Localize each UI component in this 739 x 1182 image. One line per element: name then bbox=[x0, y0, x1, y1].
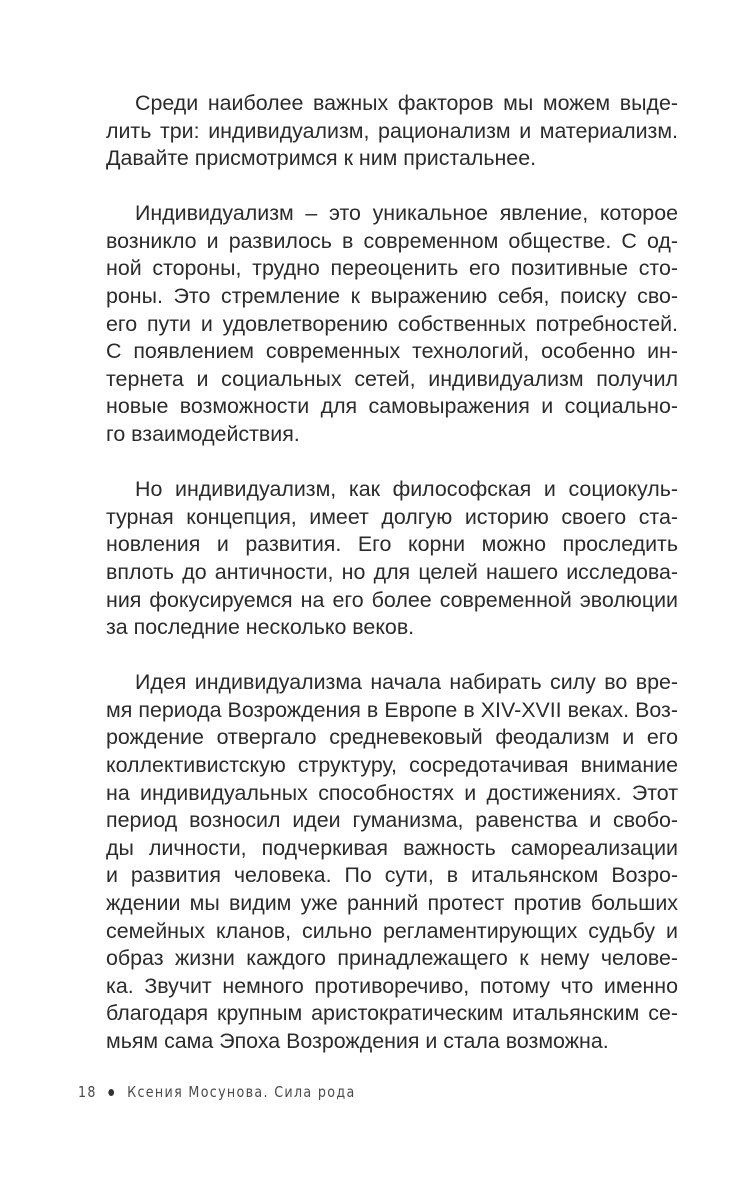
text-line: и развития человека. По сути, в итальянском Возро- bbox=[106, 863, 678, 888]
text-line: вплоть до античности, но для целей нашего исследова- bbox=[106, 559, 678, 584]
text-line: рождение отвергало средневековый феодализм и его bbox=[106, 725, 678, 750]
text-line: коллективистскую структуру, сосредотачивая внимание bbox=[106, 752, 678, 777]
text-line: его пути и удовлетворению собственных потребностей. bbox=[106, 311, 678, 336]
text-line: новления и развития. Его корни можно проследить bbox=[106, 532, 678, 557]
running-footer bbox=[78, 1083, 356, 1101]
text-line: ния фокусируемся на его более современной эволюции bbox=[106, 587, 678, 612]
text-line: ждении мы видим уже ранний протест против больших bbox=[106, 890, 678, 915]
text-line: Индивидуализм – это уникальное явление, которое bbox=[135, 201, 678, 226]
page-number: 18 bbox=[78, 1083, 97, 1101]
text-line: ды личности, подчеркивая важность самореализации bbox=[106, 835, 678, 860]
paragraph bbox=[106, 90, 678, 173]
text-line: лить три: индивидуализм, рационализм и материализм. bbox=[106, 118, 678, 143]
paragraph bbox=[106, 669, 678, 1055]
text-line: возникло и развилось в современном обществе. С од- bbox=[106, 228, 678, 253]
text-line: Идея индивидуализма начала набирать силу во вре- bbox=[135, 670, 678, 695]
body-text bbox=[106, 90, 678, 1083]
paragraph bbox=[106, 476, 678, 642]
text-line: новые возможности для самовыражения и социально- bbox=[106, 394, 678, 419]
paragraph bbox=[106, 200, 678, 448]
text-line: ка. Звучит немного противоречиво, потому что именно bbox=[106, 973, 678, 998]
text-line: го взаимодействия. bbox=[106, 422, 300, 447]
running-title: Ксения Мосунова. Сила рода bbox=[127, 1083, 356, 1101]
text-line: мьям сама Эпоха Возрождения и стала возможна. bbox=[106, 1028, 609, 1053]
text-line: период возносил идеи гуманизма, равенства и свобо- bbox=[106, 808, 678, 833]
text-line: С появлением современных технологий, особенно ин- bbox=[106, 339, 678, 364]
text-line: мя периода Возрождения в Европе в XIV-XVII веках. Воз- bbox=[106, 697, 678, 722]
text-line: Но индивидуализм, как философская и социокуль- bbox=[135, 477, 678, 502]
text-line: за последние несколько веков. bbox=[106, 615, 415, 640]
text-line: образ жизни каждого принадлежащего к нему челове- bbox=[106, 946, 678, 971]
text-line: ной стороны, трудно переоценить его позитивные сто- bbox=[106, 256, 678, 281]
text-line: Среди наиболее важных факторов мы можем выде- bbox=[135, 91, 678, 115]
text-line: на индивидуальных способностях и достижениях. Этот bbox=[106, 780, 678, 805]
text-line: благодаря крупным аристократическим итальянским се- bbox=[106, 1001, 678, 1026]
text-line: роны. Это стремление к выражению себя, поиску сво- bbox=[106, 284, 678, 309]
text-line: Давайте присмотримся к ним пристальнее. bbox=[106, 146, 537, 171]
text-line: семейных кланов, сильно регламентирующих судьбу и bbox=[106, 918, 678, 943]
text-line: тернета и социальных сетей, индивидуализм получил bbox=[106, 366, 678, 391]
text-line: турная концепция, имеет долгую историю своего ста- bbox=[106, 504, 678, 529]
bullet-separator-icon bbox=[108, 1089, 114, 1096]
